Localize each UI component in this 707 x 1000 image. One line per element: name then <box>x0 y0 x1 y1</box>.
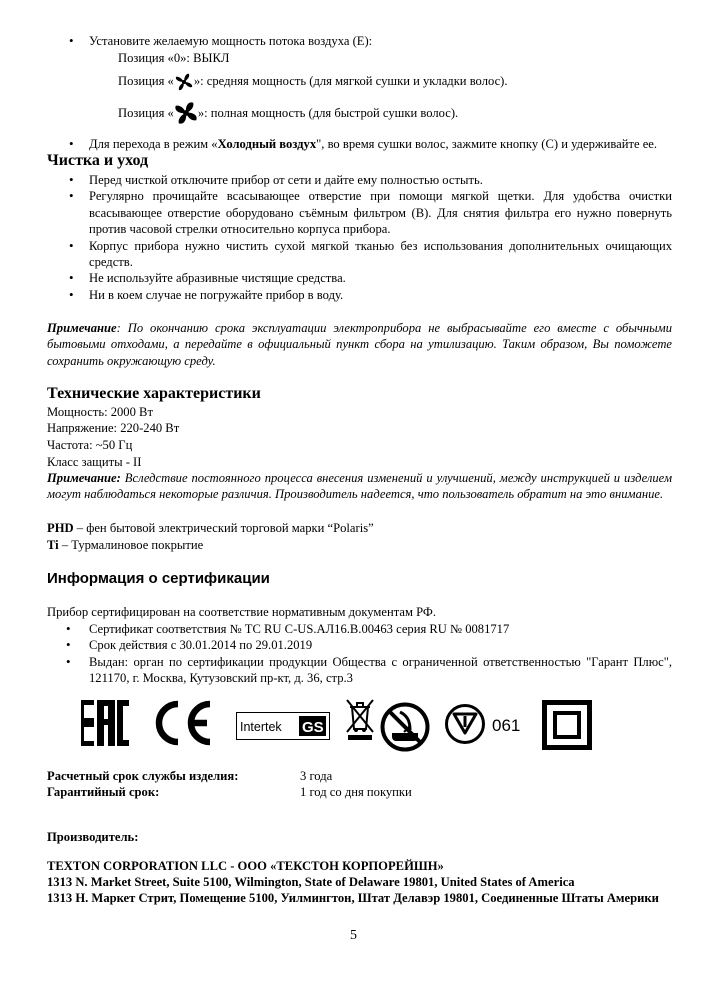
power-setting-item <box>47 33 707 49</box>
cert-intro: Прибор сертифицирован на соответствие нормативным документам РФ. <box>47 605 436 619</box>
phd-line <box>47 520 672 536</box>
care-item: • Регулярно прочищайте всасывающее отверстие при помощи мягкой щетки. Для удобства очистки всасывающее отверстие оборудовано съёмным фильтром (B). Для снятия фильтра его нужно повернуть против часовой стрелки относительно корпуса прибора. <box>47 188 672 237</box>
ce-logo <box>152 700 214 746</box>
phd-label: PHD <box>47 521 74 535</box>
spec-power: Мощность: 2000 Вт <box>47 405 153 419</box>
service-life-label: Расчетный срок службы изделия: <box>47 769 239 783</box>
care-item: • Ни в коем случае не погружайте прибор в воду. <box>47 287 672 303</box>
position-1-suffix: »: средняя мощность (для мягкой сушки и укладки волос). <box>193 74 508 88</box>
cold-air-item <box>47 136 707 152</box>
position-1-prefix: Позиция « <box>118 74 174 88</box>
cert-title: Информация о сертификации <box>47 570 270 587</box>
ti-text: – Турмалиновое покрытие <box>58 538 204 552</box>
cert-item: • Сертификат соответствия № ТС RU С-US.АЛ16.В.00463 серия RU № 0081717 <box>47 621 672 637</box>
weee-bin-icon <box>345 697 375 741</box>
cert-item: • Выдан: орган по сертификации продукции Общества с ограниченной ответственностью "Гарант Плюс", 121170, г. Москва, Кутузовский пр-кт, д. 36, стр.3 <box>47 654 672 687</box>
svg-text:061: 061 <box>492 716 521 735</box>
manufacturer-name: TEXTON CORPORATION LLC - ООО «ТЕКСТОН КОРПОРЕЙШН» <box>47 859 444 873</box>
specs-note-text: Вследствие постоянного процесса внесения изменений и улучшений, между инструкцией и изделием могут наблюдаться некоторые различия. Производитель надеется, что пользователь обратит на это внимание. <box>47 471 672 502</box>
spec-protection: Класс защиты - II <box>47 455 142 469</box>
phd-text: – фен бытовой электрический торговой марки “Polaris” <box>73 521 374 535</box>
cold-air-mode: Холодный воздух <box>217 137 317 152</box>
warranty-label: Гарантийный срок: <box>47 785 160 799</box>
cold-air-suffix: ", во время сушки волос, зажмите кнопку (C) и удерживайте ее. <box>316 137 658 152</box>
page-number: 5 <box>350 928 357 943</box>
ti-label: Ti <box>47 538 59 552</box>
position-2-suffix: »: полная мощность (для быстрой сушки волос). <box>197 106 459 120</box>
care-list <box>47 172 672 303</box>
disposal-note-label: Примечание <box>47 321 117 335</box>
specs-title: Технические характеристики <box>47 385 261 402</box>
manufacturer-address-en: 1313 N. Market Street, Suite 5100, Wilmington, State of Delaware 19801, United States of America <box>47 875 575 889</box>
specs-note <box>47 470 672 503</box>
manufacturer-address-ru: 1313 Н. Маркет Стрит, Помещение 5100, Уилмингтон, Штат Делавэр 19801, Соединенные Штаты Америки <box>47 891 659 905</box>
position-2-prefix: Позиция « <box>118 106 174 120</box>
intertek-gs-logo <box>236 712 330 740</box>
ti-line <box>47 537 672 553</box>
disposal-note-text: : По окончанию срока эксплуатации электроприбора не выбрасывайте его вместе с обычными бытовыми отходами, а передайте в официальный пункт сбора на утилизацию. Таким образом, Вы поможете сохранить окружающую среду. <box>47 321 672 368</box>
fan-half-icon <box>174 72 194 92</box>
svg-text:GS: GS <box>302 719 324 736</box>
manufacturer-label: Производитель: <box>47 830 139 844</box>
power-setting-text: Установите желаемую мощность потока воздуха (E): <box>89 34 373 48</box>
care-item: • Перед чисткой отключите прибор от сети и дайте ему полностью остыть. <box>47 172 672 188</box>
cold-air-prefix: Для перехода в режим « <box>89 137 218 152</box>
svg-text:Intertek: Intertek <box>240 720 282 734</box>
no-water-icon <box>380 702 430 752</box>
cert-item: • Срок действия с 30.01.2014 по 29.01.2019 <box>47 637 672 653</box>
spec-voltage: Напряжение: 220-240 Вт <box>47 421 180 435</box>
care-item: • Не используйте абразивные чистящие средства. <box>47 270 672 286</box>
spec-frequency: Частота: ~50 Гц <box>47 438 133 452</box>
cert-list <box>47 621 672 687</box>
warranty-value: 1 год со дня покупки <box>300 785 412 799</box>
specs-note-label: Примечание: <box>47 471 121 485</box>
position-0: Позиция «0»: ВЫКЛ <box>118 51 230 65</box>
pct-mark <box>444 703 534 745</box>
position-2 <box>118 101 458 125</box>
eac-logo <box>81 700 129 746</box>
care-title: Чистка и уход <box>47 152 149 169</box>
position-1 <box>118 72 508 92</box>
class-ii-double-square-icon <box>542 700 592 750</box>
care-item: • Корпус прибора нужно чистить сухой мягкой тканью без использования дополнительных очищающих средств. <box>47 238 672 271</box>
disposal-note <box>47 320 672 369</box>
fan-full-icon <box>174 101 198 125</box>
service-life-value: 3 года <box>300 769 333 783</box>
